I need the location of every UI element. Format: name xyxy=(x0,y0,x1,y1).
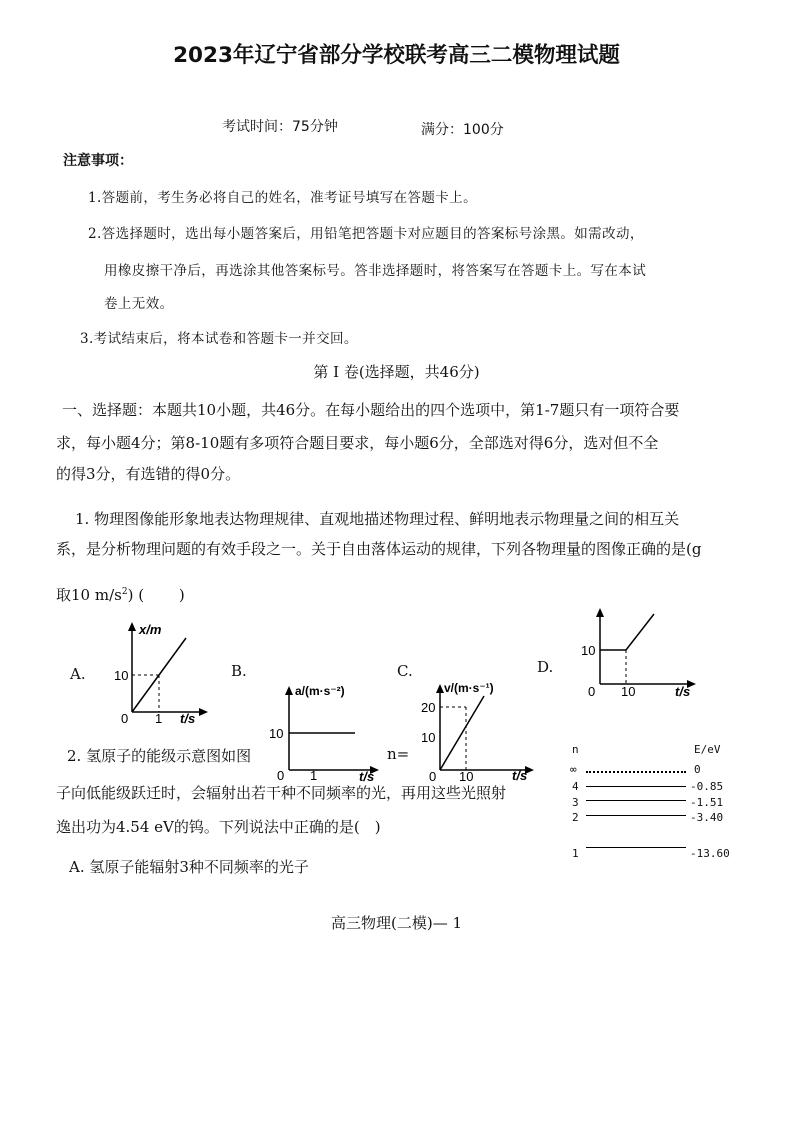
graph-d-xlabel: t/s xyxy=(675,684,691,699)
energy-e-inf: 0 xyxy=(694,763,701,776)
energy-e-2: -3.40 xyxy=(690,811,724,824)
notice-item-1: 1.答题前，考生务必将自己的姓名，准考证号填写在答题卡上。 xyxy=(88,190,477,206)
graph-c xyxy=(418,678,538,782)
energy-n-2: 2 xyxy=(572,811,579,824)
graph-c-ytick-10: 10 xyxy=(421,730,436,745)
energy-e-header: E/eV xyxy=(694,743,721,756)
notice-item-2-line-3: 卷上无效。 xyxy=(104,296,174,312)
section-intro-line-1: 一、选择题：本题共10小题，共46分。在每小题给出的四个选项中，第1-7题只有一项符合要 xyxy=(62,401,680,419)
exam-time: 考试时间：75分钟 xyxy=(222,119,338,135)
question-2-line-2: 子向低能级跃迁时，会辐射出若干种不同频率的光，再用这些光照射 xyxy=(56,784,507,802)
energy-level-line-4 xyxy=(586,786,686,787)
question-1-line-2: 系，是分析物理问题的有效手段之一。关于自由落体运动的规律，下列各物理量的图像正确的是(g xyxy=(56,540,702,558)
graph-b-origin: 0 xyxy=(277,768,285,782)
graph-b-ytick: 10 xyxy=(269,726,284,741)
graph-d-xtick: 10 xyxy=(621,684,636,699)
graph-c-xtick: 10 xyxy=(459,769,474,782)
energy-level-line-3 xyxy=(586,800,686,801)
energy-level-line-inf xyxy=(586,771,686,773)
graph-d-origin: 0 xyxy=(588,684,596,699)
notice-item-3: 3.考试结束后，将本试卷和答题卡一并交回。 xyxy=(80,331,358,347)
energy-e-4: -0.85 xyxy=(690,780,724,793)
graph-a-xtick: 1 xyxy=(155,711,163,726)
energy-level-line-1 xyxy=(586,847,686,848)
energy-level-diagram xyxy=(566,740,746,865)
graph-a-ylabel: x/m xyxy=(139,622,162,637)
page-footer: 高三物理(二模)— 1 xyxy=(330,914,463,932)
energy-n-1: 1 xyxy=(572,847,579,860)
graph-d-ytick: 10 xyxy=(581,643,596,658)
graph-a-origin: 0 xyxy=(121,711,129,726)
energy-n-header: n xyxy=(572,743,579,756)
energy-n-3: 3 xyxy=(572,796,579,809)
question-2-line-3: 逸出功为4.54 eV的钨。下列说法中正确的是( ) xyxy=(56,818,381,836)
option-b-label: B. xyxy=(231,662,247,680)
question-2-option-a: A. 氢原子能辐射3种不同频率的光子 xyxy=(69,858,309,876)
energy-n-inf: ∞ xyxy=(570,763,577,776)
notice-item-2-line-1: 2.答选择题时，选出每小题答案后，用铅笔把答题卡对应题目的答案标号涂黑。如需改动， xyxy=(88,226,644,242)
energy-level-line-2 xyxy=(586,815,686,816)
notice-heading: 注意事项： xyxy=(63,153,133,169)
graph-b-xtick: 1 xyxy=(310,768,318,782)
full-score: 满分：100分 xyxy=(421,122,504,138)
question-2-line-1: 2. 氢原子的能级示意图如图 n= xyxy=(67,745,410,765)
graph-a xyxy=(108,618,208,726)
energy-e-3: -1.51 xyxy=(690,796,724,809)
graph-a-xlabel: t/s xyxy=(180,711,196,726)
graph-c-origin: 0 xyxy=(429,769,437,782)
energy-e-1: -13.60 xyxy=(690,847,730,860)
option-a-label: A. xyxy=(70,665,86,683)
graph-c-ytick-20: 20 xyxy=(421,700,436,715)
section-intro-line-3: 的得3分，有选错的得0分。 xyxy=(56,465,241,483)
question-1-line-3: 取10 $m/s^2$) ( ) xyxy=(56,586,185,604)
question-1-line-1: 1. 物理图像能形象地表达物理规律、直观地描述物理过程、鲜明地表示物理量之间的相互关 xyxy=(75,510,680,528)
graph-b-ylabel: a/(m·s⁻²) xyxy=(295,684,345,698)
graph-a-ytick: 10 xyxy=(114,668,129,683)
notice-item-2-line-2: 用橡皮擦干净后，再选涂其他答案标号。答非选择题时，将答案写在答题卡上。写在本试 xyxy=(104,263,647,279)
option-c-label: C. xyxy=(397,662,413,680)
energy-n-4: 4 xyxy=(572,780,579,793)
graph-d xyxy=(576,604,700,700)
graph-c-xlabel: t/s xyxy=(512,768,528,782)
graph-c-ylabel: v/(m·s⁻¹) xyxy=(444,681,494,695)
graph-d-line xyxy=(600,614,654,650)
section-title: 第 I 卷(选择题，共46分) xyxy=(313,363,480,381)
page-title: 2023年辽宁省部分学校联考高三二模物理试题 xyxy=(173,43,620,68)
option-d-label: D. xyxy=(537,658,554,676)
graph-b xyxy=(265,680,383,782)
graph-b-xlabel: t/s xyxy=(359,769,375,782)
section-intro-line-2: 求，每小题4分；第8-10题有多项符合题目要求，每小题6分，全部选对得6分，选对但不全 xyxy=(56,434,659,452)
